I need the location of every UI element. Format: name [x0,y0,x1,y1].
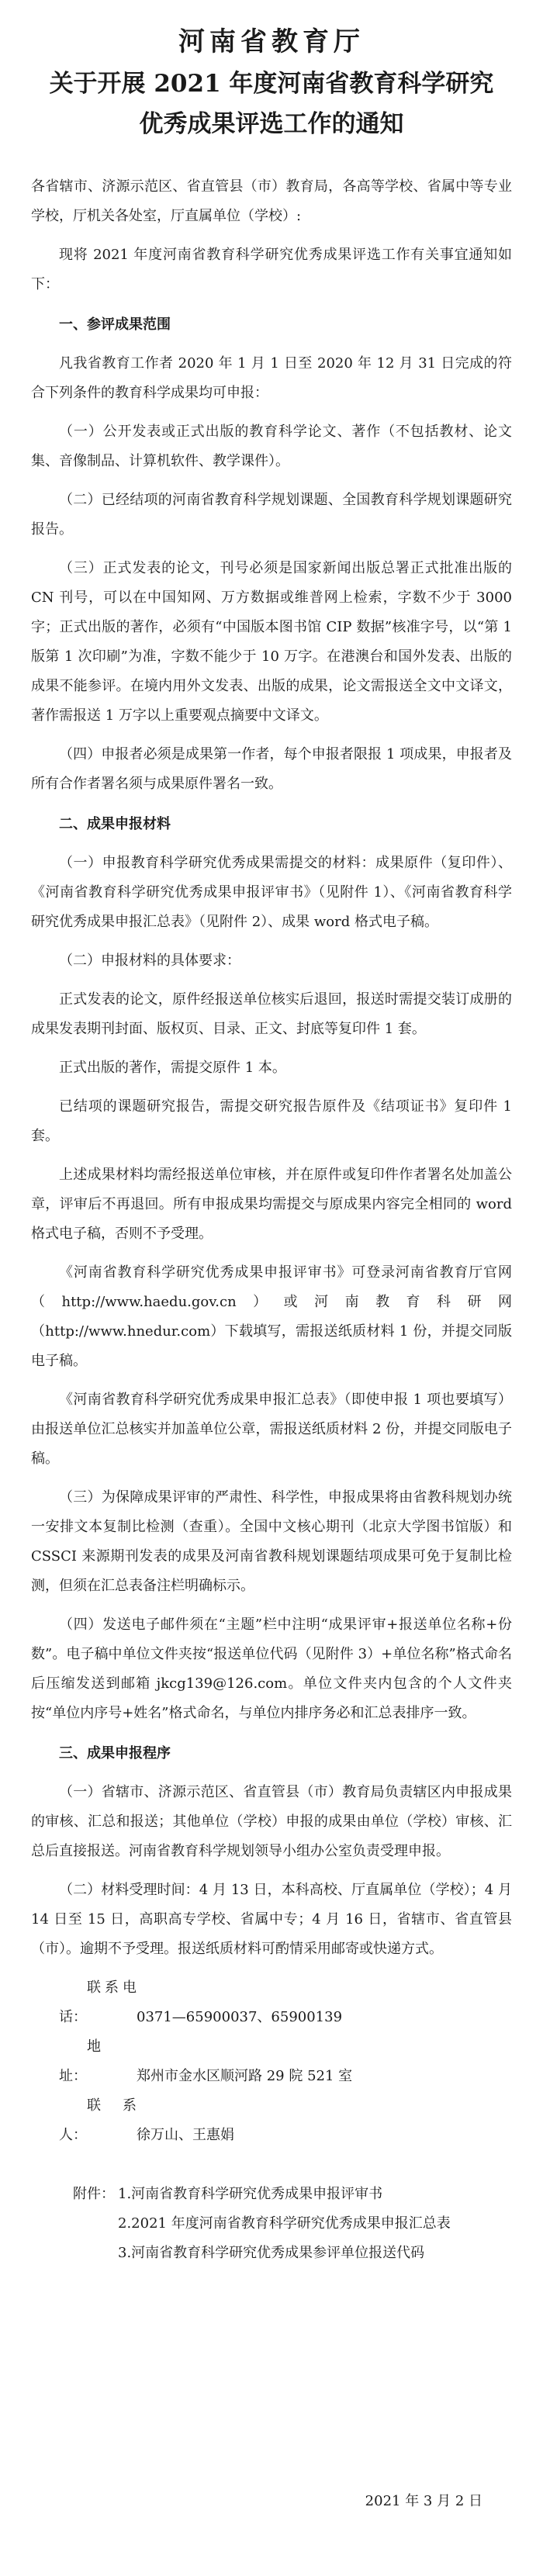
section2-paragraph: 《河南省教育科学研究优秀成果申报汇总表》（即使申报 1 项也要填写）由报送单位汇总核实并加盖单位公章，需报送纸质材料 2 份，并提交同版电子稿。 [31,1392,512,1467]
contact-phone-value: 0371—65900037、65900139 [137,2009,343,2025]
contact-address [31,2032,512,2091]
section2-paragraph: 《河南省教育科学研究优秀成果申报评审书》可登录河南省教育厅官网（http://www.haedu.gov.cn）或河南教育科研网（http://www.hnedur.com）下载填写，需报送纸质材料 1 份，并提交同版电子稿。 [31,1264,512,1369]
section-heading-procedure: 三、成果申报程序 [59,1745,171,1762]
section1-paragraph: （四）申报者必须是成果第一作者，每个申报者限报 1 项成果，申报者及所有合作者署名须与成果原件署名一致。 [31,746,512,792]
attachment-item: 2.2021 年度河南省教育科学研究优秀成果申报汇总表 [118,2215,451,2232]
contact-phone-label: 联系电话： [59,1980,137,2025]
section-heading-scope: 一、参评成果范围 [59,316,171,333]
attachment-row [31,2239,512,2268]
section3-paragraph: （二）材料受理时间：4 月 13 日，本科高校、厅直属单位（学校）；4 月 14 日至 15 日，高职高专学校、省属中专；4 月 16 日，省辖市、省直管县（市）。逾期不予受理。报送纸质材料可酌情采用邮寄或快递方式。 [31,1882,512,1957]
attachment-item: 1.河南省教育科学研究优秀成果申报评审书 [118,2186,383,2202]
section1-paragraph: （三）正式发表的论文，刊号必须是国家新闻出版总署正式批准出版的 CN 刊号，可以在中国知网、万方数据或维普网上检索，字数不少于 3000 字；正式出版的著作，必须有“中国版本图书馆 CIP 数据”核准字号，以“第 1 版第 1 次印刷”为准，字数不能少于 10 万字。在港澳台和国外发表、出版的成果不能参评。在境内用外文发表、出版的成果，论文需报送全文中文译文，著作需报送 1 万字以上重要观点摘要中文译文。 [31,560,512,724]
section1-paragraph: （二）已经结项的河南省教育科学规划课题、全国教育科学规划课题研究报告。 [31,492,512,538]
section1-paragraph: 凡我省教育工作者 2020 年 1 月 1 日至 2020 年 12 月 31 日完成的符合下列条件的教育科学成果均可申报： [31,355,512,401]
notice-title-line-1: 关于开展 2021 年度河南省教育科学研究 [49,70,494,98]
section2-paragraph: （一）申报教育科学研究优秀成果需提交的材料：成果原件（复印件）、《河南省教育科学研究优秀成果申报评审书》（见附件 1）、《河南省教育科学研究优秀成果申报汇总表》（见附件 2）、成果 word 格式电子稿。 [31,855,512,930]
issue-date: 2021 年 3 月 2 日 [365,2493,482,2509]
contact-person-label: 联 系 人： [59,2097,137,2143]
contact-person-value: 徐万山、王惠娟 [137,2127,234,2143]
section2-paragraph: 正式发表的论文，原件经报送单位核实后退回，报送时需提交装订成册的成果发表期刊封面、版权页、目录、正文、封底等复印件 1 套。 [31,991,512,1037]
section-heading-materials: 二、成果申报材料 [59,816,171,832]
section2-paragraph: 已结项的课题研究报告，需提交研究报告原件及《结项证书》复印件 1 套。 [31,1098,512,1144]
title-block [31,20,512,144]
attachment-row [31,2209,512,2239]
contact-phone [31,1973,512,2032]
section3-paragraph: （一）省辖市、济源示范区、省直管县（市）教育局负责辖区内申报成果的审核、汇总和报送；其他单位（学校）申报的成果由单位（学校）审核、汇总后直接报送。河南省教育科学规划领导小组办公室负责受理申报。 [31,1784,512,1859]
recipients: 各省辖市、济源示范区、省直管县（市）教育局，各高等学校、省属中等专业学校，厅机关各处室，厅直属单位（学校）: [31,178,512,224]
section2-paragraph: 上述成果材料均需经报送单位审核，并在原件或复印件作者署名处加盖公章，评审后不再退回。所有申报成果均需提交与原成果内容完全相同的 word 格式电子稿，否则不予受理。 [31,1167,512,1242]
opening-paragraph: 现将 2021 年度河南省教育科学研究优秀成果评选工作有关事宜通知如下： [31,247,512,292]
attachments-label: 附件： [73,2186,115,2202]
section2-paragraph: （四）发送电子邮件须在“主题”栏中注明“成果评审+报送单位名称+份数”。电子稿中单位文件夹按“报送单位代码（见附件 3）+单位名称”格式命名后压缩发送到邮箱 jkcg139@126.com。单位文件夹内包含的个人文件夹按“单位内序号+姓名”格式命名，与单位内排序务必和汇总表排序一致。 [31,1616,512,1721]
contact-address-label: 地 址： [59,2038,129,2084]
issuing-organization: 河南省教育厅 [178,26,365,57]
contact-address-value: 郑州市金水区顺河路 29 院 521 室 [137,2068,353,2084]
section2-paragraph: 正式出版的著作，需提交原件 1 本。 [59,1060,286,1076]
attachments [31,2180,512,2268]
notice-body [31,172,512,2150]
attachment-row [31,2180,512,2209]
section2-paragraph: （三）为保障成果评审的严肃性、科学性，申报成果将由省教科规划办统一安排文本复制比检测（查重）。全国中文核心期刊（北京大学图书馆版）和 CSSCI 来源期刊发表的成果及河南省教科规划课题结项成果可免于复制比检测，但须在汇总表备注栏明确标示。 [31,1489,512,1594]
notice-title-line-2: 优秀成果评选工作的通知 [139,110,404,138]
section1-paragraph: （一）公开发表或正式出版的教育科学论文、著作（不包括教材、论文集、音像制品、计算机软件、教学课件）。 [31,424,512,469]
contact-person [31,2091,512,2150]
attachment-item: 3.河南省教育科学研究优秀成果参评单位报送代码 [118,2245,425,2261]
section2-paragraph: （二）申报材料的具体要求： [59,953,240,969]
